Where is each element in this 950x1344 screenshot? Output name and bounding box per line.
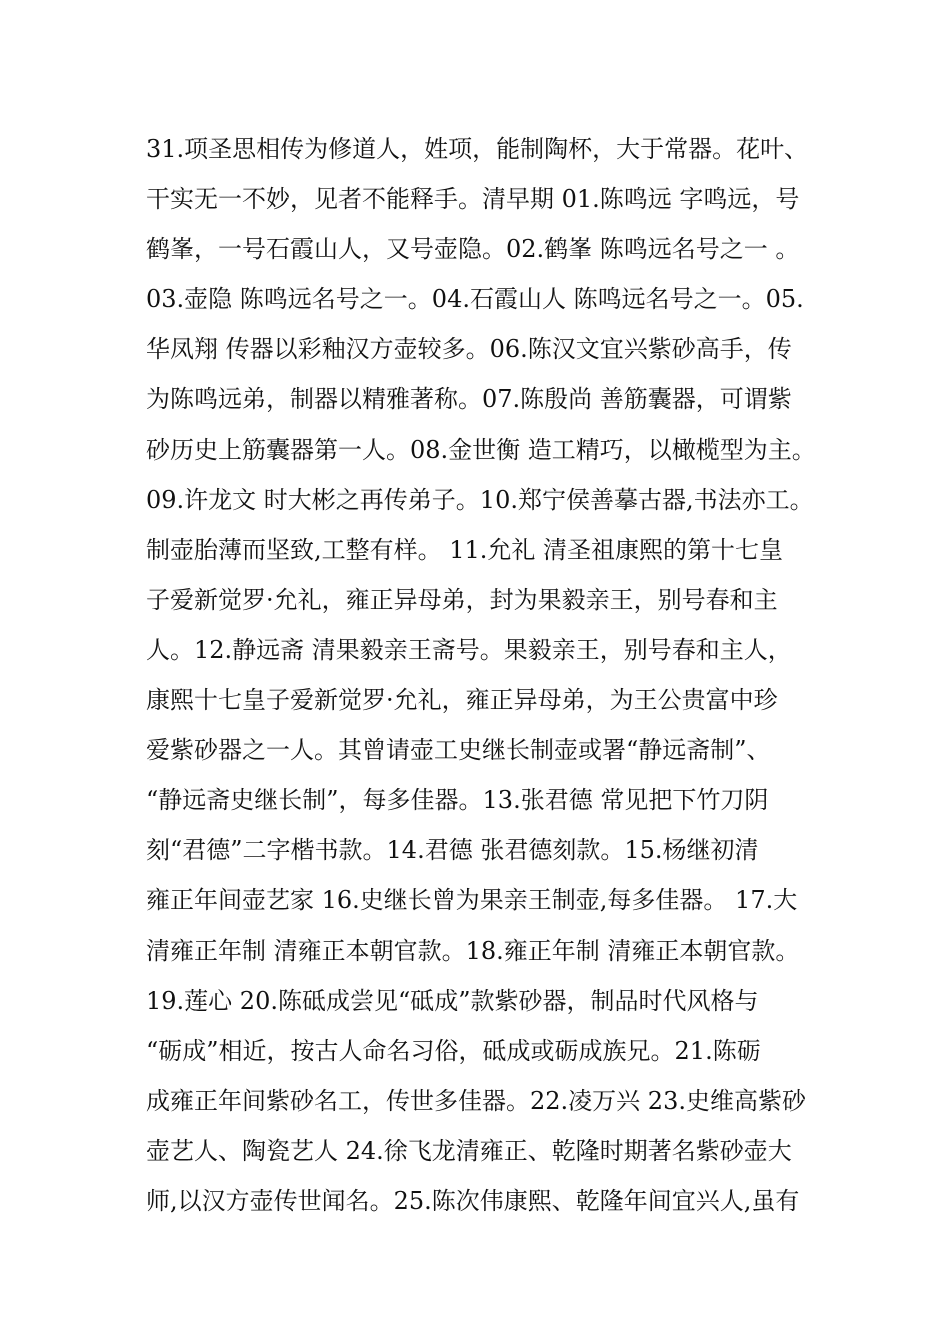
body-text: [146, 124, 836, 1226]
text-line: 爱紫砂器之一人。其曾请壶工史继长制壶或署“静远斋制”、: [146, 736, 771, 765]
text-line: 03.壶隐 陈鸣远名号之一。04.石霞山人 陈鸣远名号之一。05.: [146, 285, 804, 314]
text-line: 华凤翔 传器以彩釉汉方壶较多。06.陈汉文宜兴紫砂高手，传: [146, 335, 792, 364]
text-line: 砂历史上筋囊器第一人。08.金世衡 造工精巧，以橄榄型为主。: [146, 435, 816, 464]
text-line: 康熙十七皇子爱新觉罗·允礼，雍正异母弟，为王公贵富中珍: [146, 686, 778, 715]
text-line: “静远斋史继长制”，每多佳器。13.张君德 常见把下竹刀阴: [146, 786, 769, 815]
text-line: 31.项圣思相传为修道人，姓项，能制陶杯，大于常器。花叶、: [146, 135, 809, 163]
text-line: 09.许龙文 时大彬之再传弟子。10.郑宁侯善摹古器,书法亦工。: [146, 485, 814, 514]
text-line: 干实无一不妙，见者不能释手。清早期 01.陈鸣远 字鸣远，号: [146, 185, 800, 214]
text-line: 制壶胎薄而坚致,工整有样。 11.允礼 清圣祖康熙的第十七皇: [146, 535, 784, 564]
text-line: 19.莲心 20.陈砥成尝见“砥成”款紫砂器，制品时代风格与: [146, 986, 759, 1015]
text-line: 鹤峯，一号石霞山人，又号壶隐。02.鹤峯 陈鸣远名号之一 。: [146, 235, 800, 264]
text-line: 师,以汉方壶传世闻名。25.陈次伟康熙、乾隆年间宜兴人,虽有: [146, 1186, 800, 1215]
text-line: 刻“君德”二字楷书款。14.君德 张君德刻款。15.杨继初清: [146, 836, 759, 865]
text-line: 清雍正年制 清雍正本朝官款。18.雍正年制 清雍正本朝官款。: [146, 936, 800, 965]
text-line: 成雍正年间紫砂名工，传世多佳器。22.凌万兴 23.史维高紫砂: [146, 1086, 806, 1115]
text-line: “砺成”相近，按古人命名习俗，砥成或砺成族兄。21.陈砺: [146, 1036, 761, 1065]
text-line: 壶艺人、陶瓷艺人 24.徐飞龙清雍正、乾隆时期著名紫砂壶大: [146, 1136, 792, 1165]
text-line: 子爱新觉罗·允礼，雍正异母弟，封为果毅亲王，别号春和主: [146, 585, 778, 614]
text-line: 雍正年间壶艺家 16.史继长曾为果亲王制壶,每多佳器。 17.大: [146, 886, 798, 915]
text-line: 为陈鸣远弟，制器以精雅著称。07.陈殷尚 善筋囊器，可谓紫: [146, 385, 792, 414]
text-line: 人。12.静远斋 清果毅亲王斋号。果毅亲王，别号春和主人，: [146, 635, 792, 664]
